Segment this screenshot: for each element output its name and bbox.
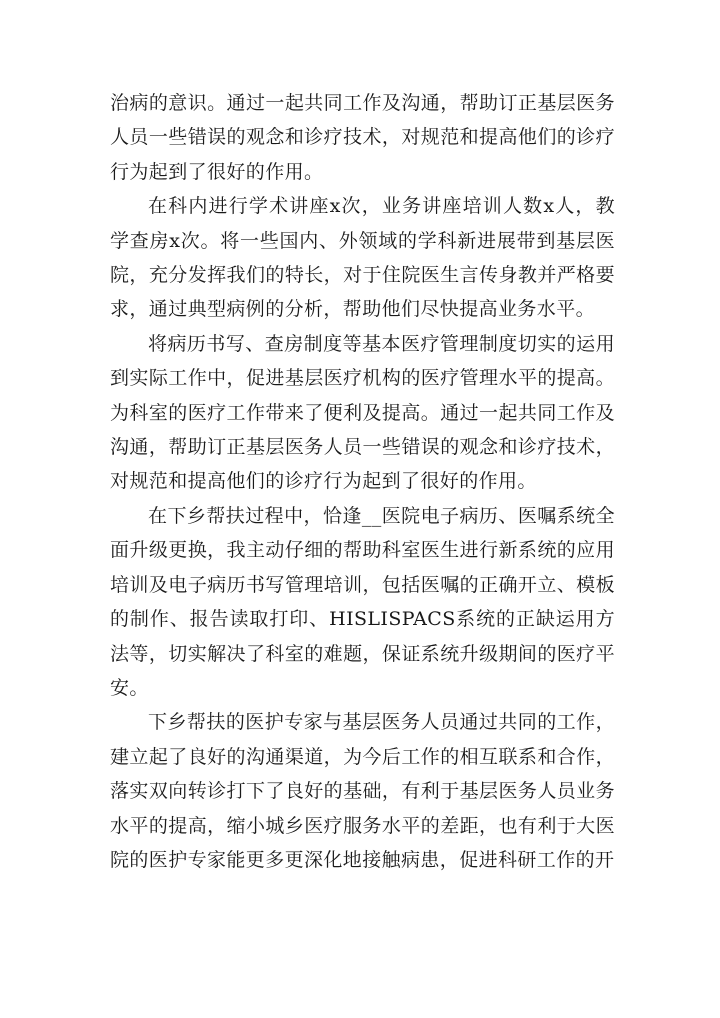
document-page [110,86,615,877]
paragraph-2: 在科内进行学术讲座x次，业务讲座培训人数x人，教学查房x次。将一些国内、外领域的学科新进展带到基层医院，充分发挥我们的特长，对于住院医生言传身教并严格要求，通过典型病例的分析，帮助他们尽快提高业务水平。 [110,195,615,321]
paragraph-5: 下乡帮扶的医护专家与基层医务人员通过共同的工作，建立起了良好的沟通渠道，为今后工作的相互联系和合作，落实双向转诊打下了良好的基础，有利于基层医务人员业务水平的提高，缩小城乡医疗服务水平的差距，也有利于大医院的医护专家能更多更深化地接触病患，促进科研工作的开 [110,711,615,871]
paragraph-1: 治病的意识。通过一起共同工作及沟通，帮助订正基层医务人员一些错误的观念和诊疗技术，对规范和提高他们的诊疗行为起到了很好的作用。 [110,92,615,183]
paragraph-4: 在下乡帮扶过程中，恰逢__医院电子病历、医嘱系统全面升级更换，我主动仔细的帮助科室医生进行新系统的应用培训及电子病历书写管理培训，包括医嘱的正确开立、模板的制作、报告读取打印、HISLISPACS系统的正缺运用方法等，切实解决了科室的难题，保证系统升级期间的医疗平安。 [110,504,615,699]
paragraph-3: 将病历书写、查房制度等基本医疗管理制度切实的运用到实际工作中，促进基层医疗机构的医疗管理水平的提高。为科室的医疗工作带来了便利及提高。通过一起共同工作及沟通，帮助订正基层医务人员一些错误的观念和诊疗技术，对规范和提高他们的诊疗行为起到了很好的作用。 [110,332,615,493]
